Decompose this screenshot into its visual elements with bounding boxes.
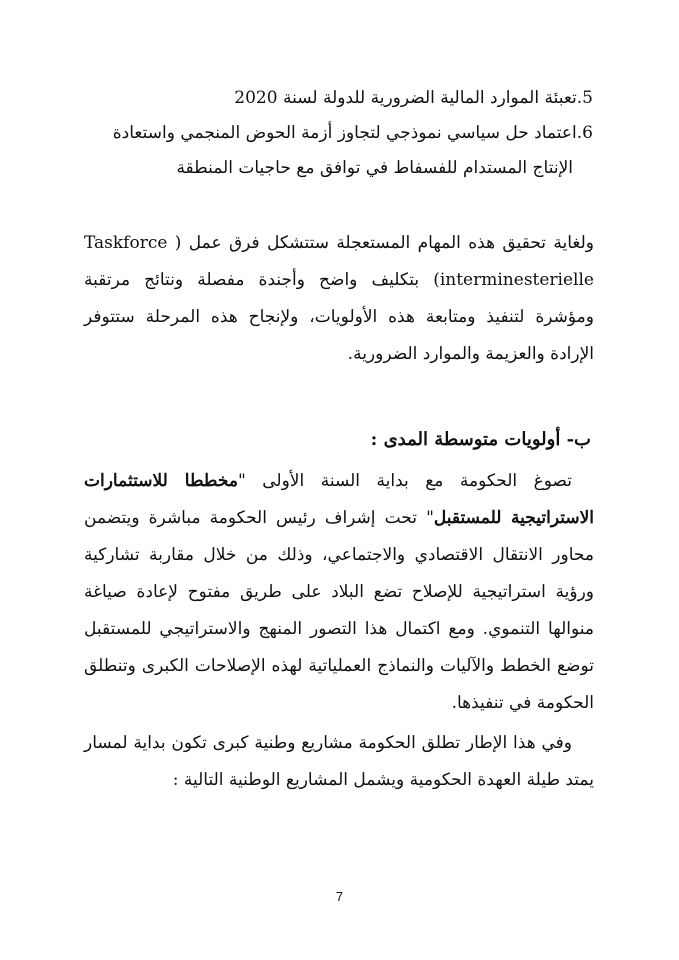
page-number: 7	[335, 889, 344, 904]
paragraph-plan-rest: " تحت إشراف رئيس الحكومة مباشرة ويتضمن محاور الانتقال الاقتصادي والاجتماعي، وذلك من خلال مقاربة تشاركية ورؤية استراتيجية للإصلاح تضع البلاد على طريق مفتوح لإعادة صياغة منوالها التنموي. ومع اكتمال هذا التصور المنهج والاستراتيجي للمستقبل توضع الخطط والآليات والنماذج العملياتية لهذه الإصلاحات الكبرى وتنطلق الحكومة في تنفيذها.	[84, 508, 594, 713]
paragraph-taskforce: ولغاية تحقيق هذه المهام المستعجلة ستتشكل فرق عمل ( Taskforce interminesterielle) بتكليف واضح وأجندة مفصلة ونتائج مرتقبة ومؤشرة لتنفيذ ومتابعة هذه الأولويات، ولإنجاح هذه المرحلة ستتوفر الإرادة والعزيمة والموارد الضرورية.	[84, 233, 594, 364]
list-item-6: 6.اعتماد حل سياسي نموذجي لتجاوز أزمة الحوض المنجمي واستعادة	[112, 123, 593, 143]
paragraph-plan-intro: تصوغ الحكومة مع بداية السنة الأولى "	[237, 471, 573, 491]
paragraph-national-projects: وفي هذا الإطار تطلق الحكومة مشاريع وطنية كبرى تكون بداية لمسار يمتد طيلة العهدة الحكومية ويشمل المشاريع الوطنية التالية :	[84, 733, 594, 790]
paragraph-strategic-plan	[84, 463, 594, 722]
list-item-5: 5.تعبئة الموارد المالية الضرورية للدولة لسنة 2020	[234, 88, 593, 108]
section-heading: ب- أولويات متوسطة المدى :	[370, 429, 591, 450]
list-item-6-continuation: الإنتاج المستدام للفسفاط في توافق مع حاجيات المنطقة	[176, 158, 573, 178]
plan-name-emphasis: مخططا للاستثمارات الاستراتيجية للمستقبل	[84, 471, 594, 528]
